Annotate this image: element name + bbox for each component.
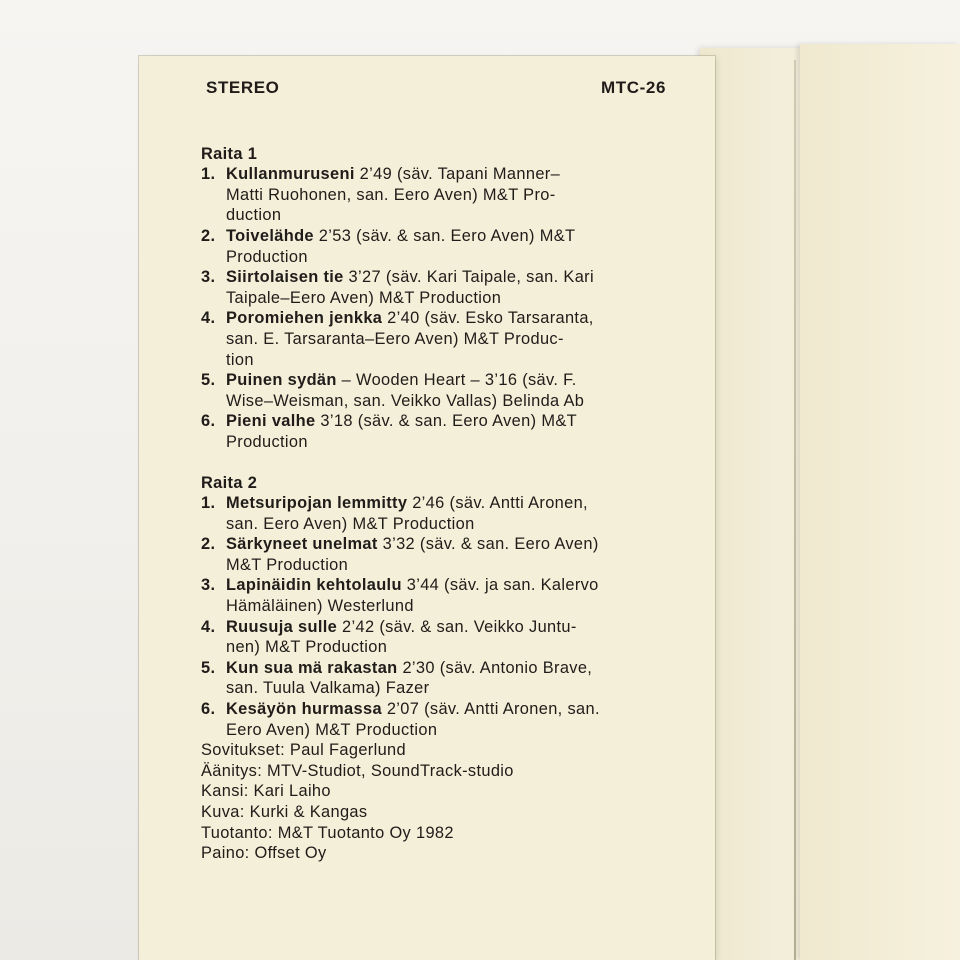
track-details: 2’07 (säv. Antti Aronen, san. bbox=[381, 700, 600, 719]
track-item bbox=[201, 617, 681, 658]
side-title: Raita 1 bbox=[201, 144, 258, 163]
track-item bbox=[201, 699, 681, 740]
track-number: 3. bbox=[201, 576, 216, 595]
track-details-2: san. Tuula Valkama) Fazer bbox=[226, 679, 430, 698]
credit-line: Kansi: Kari Laiho bbox=[201, 782, 331, 801]
track-title: Puinen sydän bbox=[226, 371, 337, 390]
fold-line bbox=[794, 60, 796, 960]
stereo-label: STEREO bbox=[206, 78, 280, 97]
credit-line: Äänitys: MTV-Studiot, SoundTrack-studio bbox=[201, 761, 514, 780]
track-item bbox=[201, 370, 681, 411]
track-number: 3. bbox=[201, 268, 216, 287]
track-item bbox=[201, 534, 681, 575]
side-title: Raita 2 bbox=[201, 473, 258, 492]
cassette-insert-card bbox=[139, 56, 715, 960]
track-title: Metsuripojan lemmitty bbox=[226, 494, 408, 513]
track-item bbox=[201, 226, 681, 267]
track-details: 2’49 (säv. Tapani Manner– bbox=[354, 165, 561, 184]
track-title: Kesäyön hurmassa bbox=[226, 700, 382, 719]
track-item bbox=[201, 658, 681, 699]
track-details: 3’44 (säv. ja san. Kalervo bbox=[401, 576, 599, 595]
track-details-2: san. Eero Aven) M&T Production bbox=[226, 514, 475, 533]
track-details: 3’27 (säv. Kari Taipale, san. Kari bbox=[343, 268, 594, 287]
track-details: 2’53 (säv. & san. Eero Aven) M&T bbox=[313, 226, 576, 245]
credit-line: Kuva: Kurki & Kangas bbox=[201, 803, 368, 821]
track-item bbox=[201, 575, 681, 616]
track-list-side-2 bbox=[201, 493, 681, 740]
track-title: Siirtolaisen tie bbox=[226, 268, 344, 287]
track-title: Lapinäidin kehtolaulu bbox=[226, 576, 402, 595]
track-item bbox=[201, 493, 681, 534]
track-title: Poromiehen jenkka bbox=[226, 309, 383, 328]
track-number: 2. bbox=[201, 226, 216, 245]
track-number: 4. bbox=[201, 617, 216, 636]
track-details: 2’30 (säv. Antonio Brave, bbox=[397, 658, 593, 677]
track-number: 5. bbox=[201, 371, 216, 390]
track-number: 1. bbox=[201, 165, 216, 184]
catalog-number: MTC-26 bbox=[601, 78, 666, 97]
track-title: Pieni valhe bbox=[226, 412, 316, 431]
track-details: 3’18 (säv. & san. Eero Aven) M&T bbox=[315, 412, 577, 431]
track-number: 2. bbox=[201, 535, 216, 554]
track-details-2: san. E. Tarsaranta–Eero Aven) M&T Produc- bbox=[226, 329, 564, 348]
track-details-2: nen) M&T Production bbox=[226, 638, 388, 657]
track-details-2: Matti Ruohonen, san. Eero Aven) M&T Pro- bbox=[226, 185, 556, 204]
track-title: Kun sua mä rakastan bbox=[226, 658, 398, 677]
track-number: 6. bbox=[201, 700, 216, 719]
track-details-3: tion bbox=[226, 350, 254, 369]
track-title: Toivelähde bbox=[226, 226, 314, 245]
track-details-2: Eero Aven) M&T Production bbox=[226, 720, 438, 739]
flap-face bbox=[800, 44, 960, 960]
track-details: 2’40 (säv. Esko Tarsaranta, bbox=[382, 309, 594, 328]
track-details-2: Taipale–Eero Aven) M&T Production bbox=[226, 288, 502, 307]
track-item bbox=[201, 267, 681, 308]
track-details-2: Hämäläinen) Westerlund bbox=[226, 597, 414, 616]
track-details-2: Production bbox=[226, 432, 308, 451]
track-title: Särkyneet unelmat bbox=[226, 535, 378, 554]
track-details: 2’46 (säv. Antti Aronen, bbox=[407, 494, 588, 513]
track-item bbox=[201, 164, 681, 226]
track-number: 4. bbox=[201, 309, 216, 328]
track-title: Kullanmuruseni bbox=[226, 165, 355, 184]
track-number: 6. bbox=[201, 412, 216, 431]
track-details-2: Wise–Weisman, san. Veikko Vallas) Belinda Ab bbox=[226, 391, 585, 410]
track-item bbox=[201, 308, 681, 370]
credits bbox=[201, 740, 681, 864]
track-item bbox=[201, 411, 681, 452]
track-title: Ruusuja sulle bbox=[226, 617, 338, 636]
track-list-side-1 bbox=[201, 164, 681, 452]
insert-header bbox=[206, 78, 666, 99]
track-details-3: duction bbox=[226, 206, 282, 225]
insert-content bbox=[201, 78, 681, 864]
track-number: 1. bbox=[201, 494, 216, 513]
credit-line: Sovitukset: Paul Fagerlund bbox=[201, 741, 406, 760]
track-details-2: M&T Production bbox=[226, 555, 349, 574]
credit-line: Tuotanto: M&T Tuotanto Oy 1982 bbox=[201, 823, 454, 842]
track-details: 2’42 (säv. & san. Veikko Juntu- bbox=[337, 617, 577, 636]
track-number: 5. bbox=[201, 658, 216, 677]
track-details: – Wooden Heart – 3’16 (säv. F. bbox=[336, 371, 577, 390]
track-details-2: Production bbox=[226, 247, 308, 266]
credit-line: Paino: Offset Oy bbox=[201, 844, 327, 863]
track-details: 3’32 (säv. & san. Eero Aven) bbox=[377, 535, 599, 554]
